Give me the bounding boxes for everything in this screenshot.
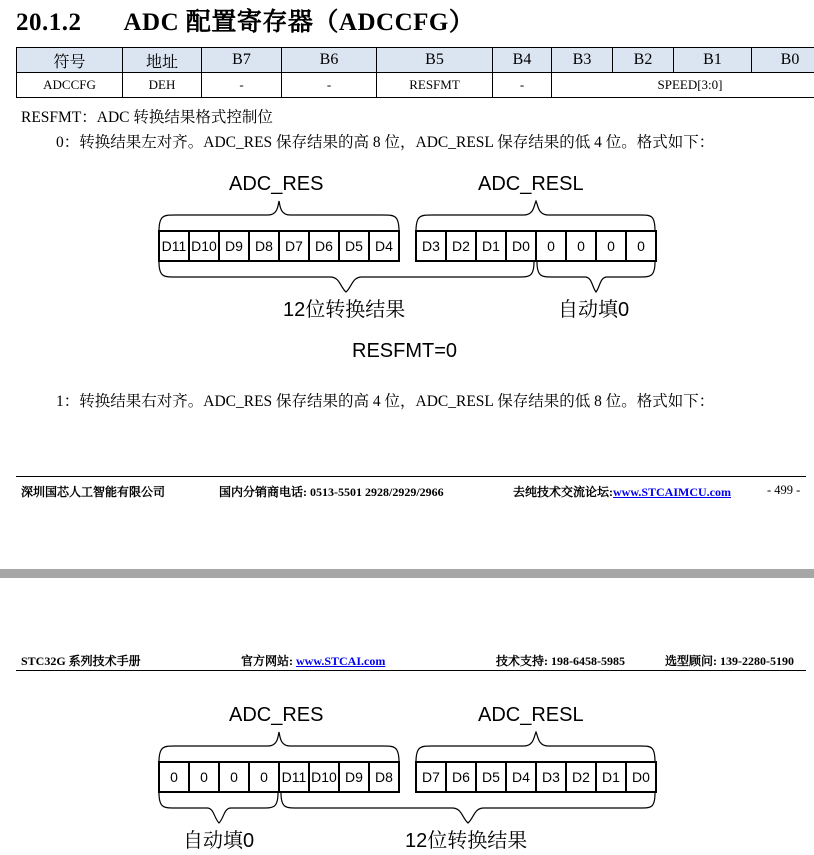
bit-cell: D5 <box>339 231 369 261</box>
header-support <box>496 652 625 669</box>
header-support-number: 198-6458-5985 <box>551 654 625 668</box>
table-cell-speed: SPEED[3:0] <box>552 73 814 98</box>
table-header: B3 <box>552 48 613 73</box>
footer-forum-label: 去纯技术交流论坛: <box>513 485 613 499</box>
website-link[interactable]: www.STCAI.com <box>296 654 386 668</box>
adc-res-label: ADC_RES <box>229 173 324 195</box>
header-consultant-number: 139-2280-5190 <box>720 654 794 668</box>
table-header: B5 <box>377 48 493 73</box>
table-cell-address: DEH <box>123 73 202 98</box>
bit-cell: D3 <box>416 231 446 261</box>
bottom-brace-fill <box>159 793 278 823</box>
bit-cell: 0 <box>536 231 566 261</box>
bit-cell: 0 <box>626 231 656 261</box>
bit-cell: D6 <box>446 762 476 792</box>
adc-res-label: ADC_RES <box>229 704 324 726</box>
bit-cell: D0 <box>506 231 536 261</box>
section-title: ADC 配置寄存器（ADCCFG） <box>123 9 475 36</box>
adc-resl-label: ADC_RESL <box>478 704 584 726</box>
bit-cell: D3 <box>536 762 566 792</box>
bit-cell: 0 <box>219 762 249 792</box>
table-header: B6 <box>282 48 377 73</box>
footer-phone-number: 0513-5501 2928/2929/2966 <box>310 485 444 499</box>
diagram-caption: RESFMT=0 <box>352 340 458 362</box>
bit-cell: D7 <box>279 231 309 261</box>
table-header: B0 <box>752 48 814 73</box>
bit-cell: D11 <box>159 231 189 261</box>
page-separator <box>0 569 814 578</box>
top-brace-adc-res <box>159 732 399 762</box>
header-website <box>241 652 385 669</box>
footer-company: 深圳国芯人工智能有限公司 <box>21 485 166 499</box>
bit-cell: D2 <box>446 231 476 261</box>
table-header: 地址 <box>123 48 202 73</box>
page-number: - 499 - <box>767 483 801 497</box>
header-consultant-label: 选型顾问: <box>665 654 717 668</box>
section-heading <box>16 2 474 38</box>
bit-cell: 0 <box>566 231 596 261</box>
auto-fill-label: 自动填0 <box>183 830 255 852</box>
format-diagram-resfmt0 <box>0 165 814 370</box>
bit-cell: D8 <box>369 762 399 792</box>
footer-phone <box>219 483 444 500</box>
bit-cell: D8 <box>249 231 279 261</box>
bottom-brace-result <box>159 262 534 292</box>
bit-cell: D9 <box>219 231 249 261</box>
register-table <box>16 47 814 98</box>
bit-cell: D4 <box>369 231 399 261</box>
auto-fill-label: 自动填0 <box>558 299 630 321</box>
bit-cell: D7 <box>416 762 446 792</box>
bit-cell: D9 <box>339 762 369 792</box>
table-header: B4 <box>493 48 552 73</box>
bit-cell: D1 <box>476 231 506 261</box>
bottom-brace-result <box>281 793 655 823</box>
table-cell-b6: - <box>282 73 377 98</box>
forum-link[interactable]: www.STCAIMCU.com <box>613 485 731 499</box>
option-0-text: 0：转换结果左对齐。ADC_RES 保存结果的高 8 位，ADC_RESL 保存结果的低 4 位。格式如下： <box>56 134 715 151</box>
bit-cell: 0 <box>249 762 279 792</box>
table-cell-b4: - <box>493 73 552 98</box>
header-manual-title: STC32G 系列技术手册 <box>21 654 141 668</box>
result-label: 12位转换结果 <box>283 299 406 321</box>
table-row <box>17 73 814 98</box>
bit-cell: D11 <box>279 762 309 792</box>
header-website-label: 官方网站: <box>241 654 293 668</box>
adc-resl-label: ADC_RESL <box>478 173 584 195</box>
footer-rule <box>16 476 806 477</box>
table-header-row <box>17 48 814 73</box>
top-brace-adc-resl <box>416 201 655 231</box>
table-cell-b7: - <box>202 73 282 98</box>
header-support-label: 技术支持: <box>496 654 548 668</box>
bit-cell: D4 <box>506 762 536 792</box>
bit-cell: D5 <box>476 762 506 792</box>
bit-cell: D6 <box>309 231 339 261</box>
table-header: 符号 <box>17 48 123 73</box>
result-label: 12位转换结果 <box>405 830 528 852</box>
footer-forum <box>513 483 731 500</box>
field-description: RESFMT：ADC 转换结果格式控制位 <box>21 109 273 126</box>
option-1-text: 1：转换结果右对齐。ADC_RES 保存结果的高 4 位，ADC_RESL 保存结果的低 8 位。格式如下： <box>56 393 715 410</box>
table-header: B7 <box>202 48 282 73</box>
table-header: B1 <box>674 48 752 73</box>
bit-cell: 0 <box>596 231 626 261</box>
section-number: 20.1.2 <box>16 9 82 36</box>
top-brace-adc-resl <box>416 732 655 762</box>
bit-cell: 0 <box>159 762 189 792</box>
bit-cell: D2 <box>566 762 596 792</box>
bit-cell: D10 <box>189 231 219 261</box>
header-consultant <box>665 652 794 669</box>
bottom-brace-fill <box>537 262 655 292</box>
top-brace-adc-res <box>159 201 399 231</box>
table-cell-symbol: ADCCFG <box>17 73 123 98</box>
bit-cell: D0 <box>626 762 656 792</box>
bit-cell: D1 <box>596 762 626 792</box>
table-cell-b5: RESFMT <box>377 73 493 98</box>
table-header: B2 <box>613 48 674 73</box>
footer-phone-label: 国内分销商电话: <box>219 485 307 499</box>
format-diagram-resfmt1 <box>0 696 814 855</box>
header-rule <box>16 670 806 671</box>
bit-cell: D10 <box>309 762 339 792</box>
bit-cell: 0 <box>189 762 219 792</box>
